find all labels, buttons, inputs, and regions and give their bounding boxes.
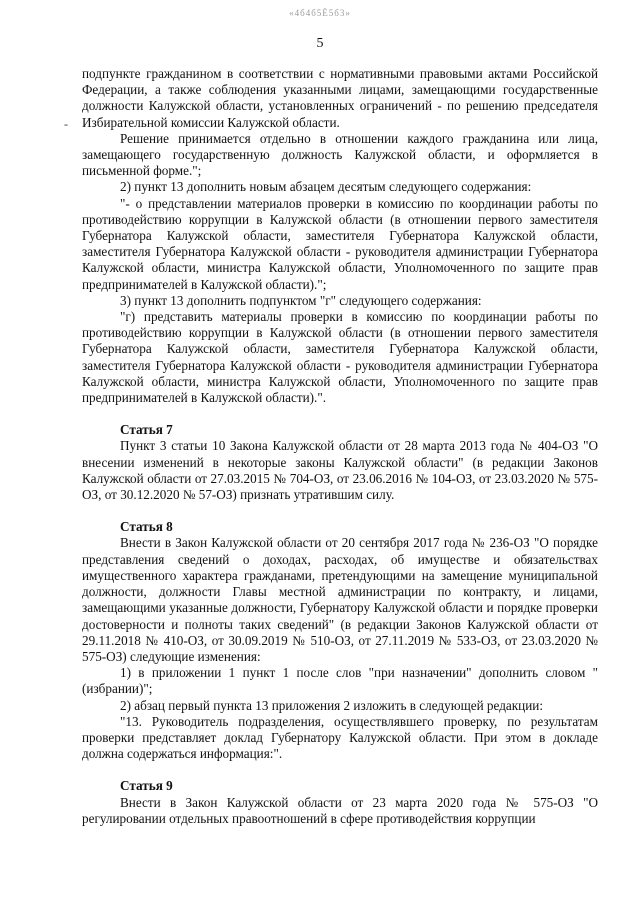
body-paragraph: "г) представить материалы проверки в комиссию по координации работы по противодействию коррупции в Калужской области (в отношении первого заместителя Губернатора Калужской области, заместителя Губернатора Калужской области, заместителя Губернатора Калужской области - руководителя администрации Губернатора Калужской области, министра Калужской области, Уполномоченного по защите прав предпринимателей в Калужской области).". [82,309,598,406]
body-paragraph: "- о представлении материалов проверки в комиссию по координации работы по противодействию коррупции в Калужской области (в отношении первого заместителя Губернатора Калужской области, заместителя Губернатора Калужской области, заместителя Губернатора Калужской области - руководителя администрации Губернатора Калужской области, министра Калужской области, Уполномоченного по защите прав предпринимателей в Калужской области)."; [82,195,598,292]
body-paragraph: подпункте гражданином в соответствии с нормативными правовыми актами Российской Федерации, а также соблюдения указанными лицами, замещающими государственные должности Калужской области, установленных ограничений - по решению председателя Избирательной комиссии Калужской области. [82,66,598,130]
body-paragraph: 2) пункт 13 дополнить новым абзацем десятым следующего содержания: [120,179,532,195]
article-heading: Статья 8 [120,519,173,535]
article-heading: Статья 7 [120,422,173,438]
body-paragraph: 2) абзац первый пункта 13 приложения 2 изложить в следующей редакции: [120,697,544,713]
page-number: 5 [316,36,324,51]
margin-mark: - [64,117,68,131]
body-paragraph: "13. Руководитель подразделения, осуществлявшего проверку, по результатам проверки представляет доклад Губернатору Калужской области. При этом в докладе должна содержаться информация:". [82,713,598,762]
body-paragraph: 1) в приложении 1 пункт 1 после слов "при назначении" дополнить словом "(избрании)"; [82,665,598,697]
body-paragraph: Внести в Закон Калужской области от 20 сентября 2017 года № 236-ОЗ "О порядке представления сведений о доходах, расходах, об имуществе и обязательствах имущественного характера гражданами, претендующими на замещение муниципальной должности, должности Главы местной администрации по контракту, и лицами, замещающими указанные должности, Губернатору Калужской области и порядке проверки достоверности и полноты таких сведений" (в редакции Законов Калужской области от 29.11.2018 № 410-ОЗ, от 30.09.2019 № 510-ОЗ, от 27.11.2019 № 533-ОЗ, от 23.03.2020 № 575-ОЗ) следующие изменения: [82,535,598,664]
body-paragraph: Решение принимается отдельно в отношении каждого гражданина или лица, замещающего государственную должность Калужской области, и оформляется в письменной форме."; [82,130,598,179]
section-spacer [82,503,598,519]
body-paragraph: Пункт 3 статьи 10 Закона Калужской области от 28 марта 2013 года № 404-ОЗ "О внесении изменений в некоторые законы Калужской области" (в редакции Законов Калужской области от 27.03.2015 № 704-ОЗ, от 23.06.2016 № 104-ОЗ, от 23.03.2020 № 575-ОЗ, от 30.12.2020 № 57-ОЗ) признать утратившим силу. [82,438,598,503]
body-paragraph: 3) пункт 13 дополнить подпунктом "г" следующего содержания: [120,292,482,308]
article-heading: Статья 9 [120,778,173,794]
document-body [82,66,598,827]
section-spacer [82,762,598,778]
section-spacer [82,406,598,422]
header-stamp: «4б4б5Ё5б3» [289,8,351,18]
body-paragraph: Внести в Закон Калужской области от 23 марта 2020 года № 575-ОЗ "О регулировании отдельных правоотношений в сфере противодействия коррупции [82,794,598,826]
